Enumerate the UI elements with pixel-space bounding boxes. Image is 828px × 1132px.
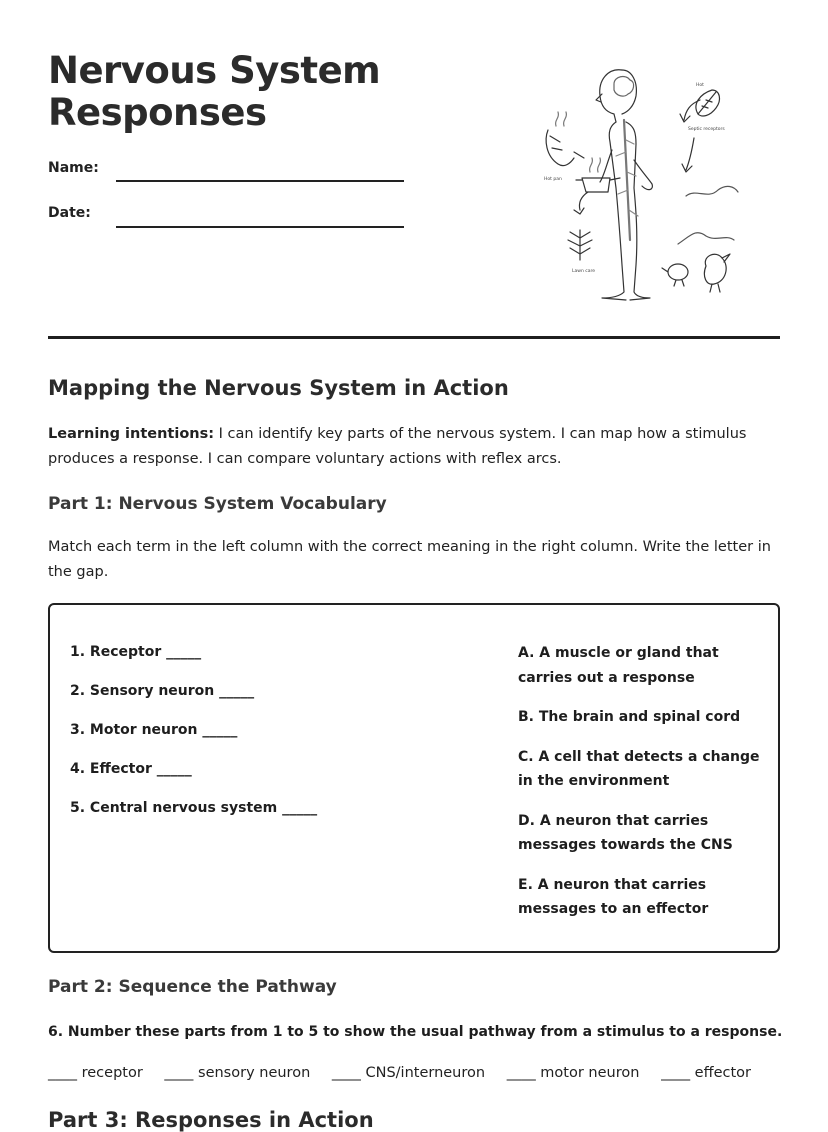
term-sensory-neuron[interactable]: 2. Sensory neuron _____ <box>70 683 255 699</box>
illus-label-lawn: Lawn care <box>572 269 595 274</box>
part2-heading: Part 2: Sequence the Pathway <box>48 977 337 997</box>
part3-heading: Part 3: Responses in Action <box>48 1108 374 1132</box>
intentions-text: I can identify key parts of the nervous system. I can map how a stimulus produces a response. I can compare voluntary actions with reflex arcs. <box>48 426 747 467</box>
name-label: Name: <box>48 160 99 176</box>
name-field[interactable] <box>116 180 404 182</box>
sequence-motor-neuron[interactable]: ____ motor neuron <box>506 1065 640 1081</box>
date-field[interactable] <box>116 226 404 228</box>
term-motor-neuron[interactable]: 3. Motor neuron _____ <box>70 722 238 738</box>
illus-label-receptors: Septic receptors <box>688 127 725 132</box>
definition-b: B. The brain and spinal cord <box>518 709 741 725</box>
definition-a: A. A muscle or gland that carries out a response <box>518 645 719 686</box>
page-title <box>48 50 380 134</box>
nervous-system-illustration <box>530 60 760 305</box>
title-line-2: Responses <box>48 91 267 134</box>
term-receptor[interactable]: 1. Receptor _____ <box>70 644 202 660</box>
definitions-column <box>518 641 763 937</box>
question-6: 6. Number these parts from 1 to 5 to show the usual pathway from a stimulus to a response. <box>48 1024 783 1040</box>
intentions-label: Learning intentions: <box>48 426 215 442</box>
sequence-sensory-neuron[interactable]: ____ sensory neuron <box>164 1065 311 1081</box>
term-effector[interactable]: 4. Effector _____ <box>70 761 192 777</box>
definition-e: E. A neuron that carries messages to an effector <box>518 876 709 917</box>
sequence-cns[interactable]: ____ CNS/interneuron <box>331 1065 486 1081</box>
section-heading: Mapping the Nervous System in Action <box>48 376 509 400</box>
date-label: Date: <box>48 205 91 221</box>
terms-column <box>70 642 450 837</box>
term-cns[interactable]: 5. Central nervous system _____ <box>70 800 318 816</box>
definition-d: D. A neuron that carries messages towards the CNS <box>518 812 733 853</box>
sequence-effector[interactable]: ____ effector <box>661 1065 751 1081</box>
learning-intentions <box>48 422 780 472</box>
sequence-receptor[interactable]: ____ receptor <box>48 1065 143 1081</box>
definition-c: C. A cell that detects a change in the environment <box>518 748 760 789</box>
illus-label-pot: Hot pan <box>544 177 562 182</box>
header-divider <box>48 336 780 339</box>
title-line-1: Nervous System <box>48 49 381 92</box>
part1-heading: Part 1: Nervous System Vocabulary <box>48 494 387 514</box>
illus-label-hot: Hot <box>696 83 704 88</box>
part1-instructions: Match each term in the left column with the correct meaning in the right column. Write the letter in the gap. <box>48 539 771 580</box>
sequence-row <box>48 1065 768 1081</box>
